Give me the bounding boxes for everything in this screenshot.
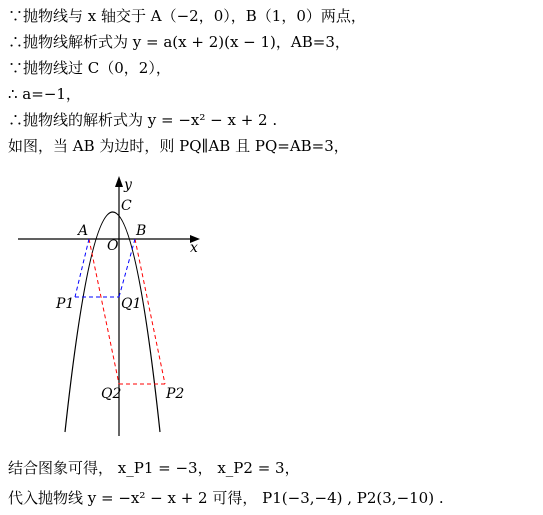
text-line-3: ∵抛物线过 C（0，2）， <box>8 59 171 77</box>
label-q1: Q1 <box>121 296 142 312</box>
text-line-2: ∴抛物线解析式为 y = a(x + 2)(x − 1)，AB=3， <box>8 33 350 51</box>
text-line-1: ∵抛物线与 x 轴交于 A（−2，0），B（1，0）两点， <box>8 7 366 25</box>
text-line-4: ∴ a=−1， <box>8 85 81 103</box>
label-q2: Q2 <box>101 386 122 402</box>
label-c: C <box>121 198 132 214</box>
y-axis-arrow <box>115 176 123 187</box>
label-x: x <box>190 240 198 256</box>
label-p1: P1 <box>56 296 75 312</box>
text-line-5: ∴抛物线的解析式为 y = −x² − x + 2 . <box>8 111 278 129</box>
label-y: y <box>124 177 132 193</box>
text-line-8: 代入抛物线 y = −x² − x + 2 可得， P1(−3,−4) , P2(3,−10) . <box>8 489 444 507</box>
label-a: A <box>78 223 89 239</box>
segment-a-q2 <box>89 239 119 384</box>
label-o: O <box>107 238 119 254</box>
label-p2: P2 <box>166 386 185 402</box>
segment-a-p1 <box>75 239 89 297</box>
text-line-6: 如图，当 AB 为边时，则 PQ∥AB 且 PQ=AB=3， <box>8 137 349 155</box>
label-b: B <box>136 223 147 239</box>
text-line-7: 结合图象可得， x_P1 = −3， x_P2 = 3， <box>8 459 300 477</box>
segment-b-q1 <box>119 239 135 297</box>
